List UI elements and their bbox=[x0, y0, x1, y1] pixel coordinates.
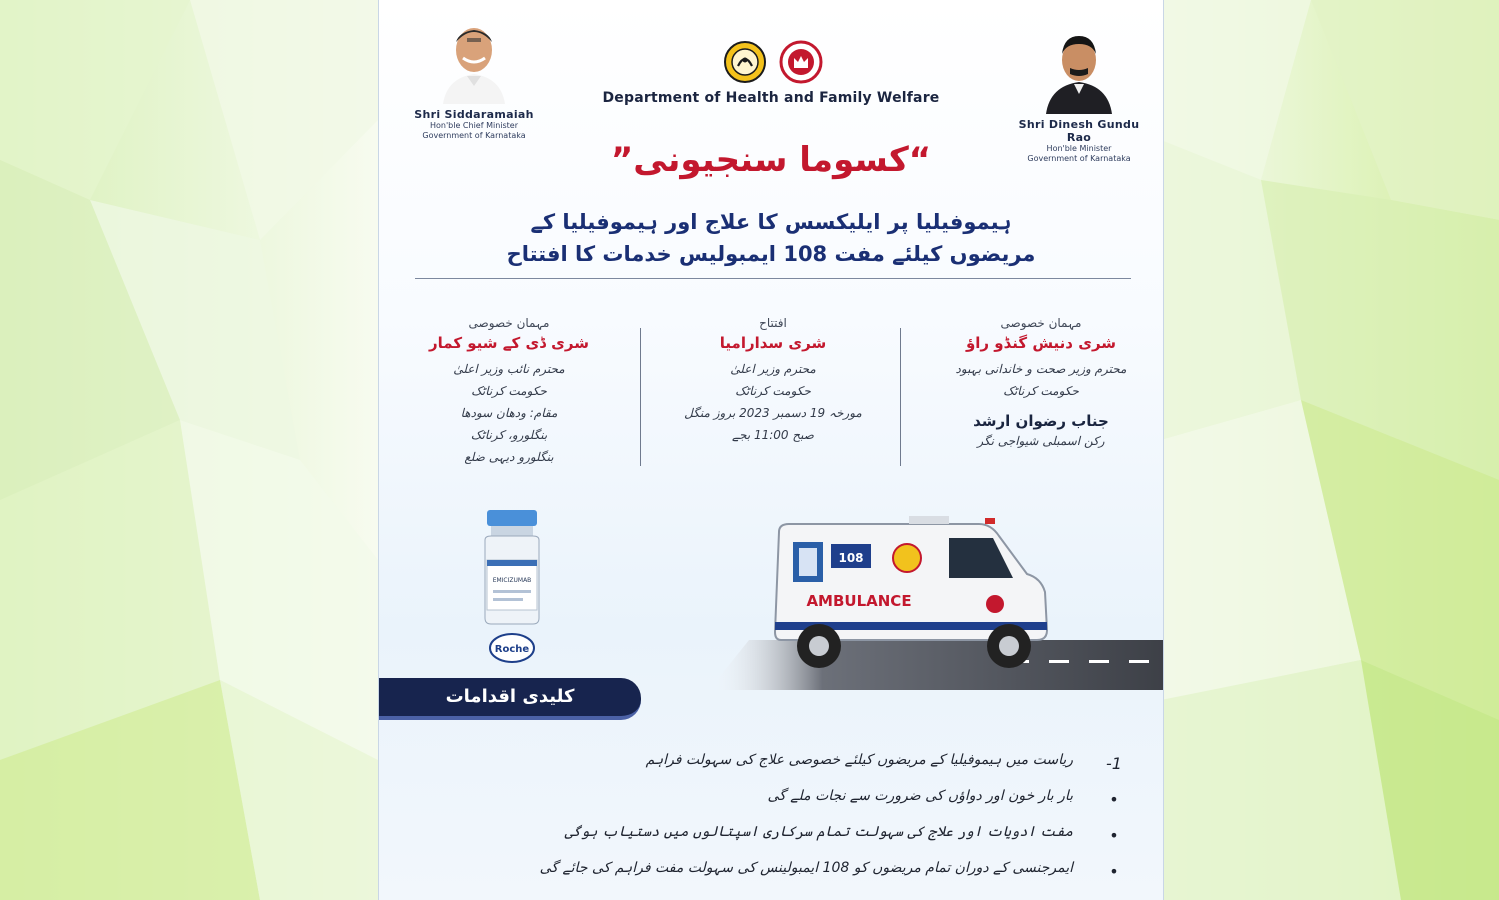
event-date: مورخہ 19 دسمبر 2023 بروز منگل bbox=[684, 406, 862, 420]
event-venue: مقام: ودھان سودھا bbox=[460, 406, 558, 420]
leader-right-title: Hon'ble Minister bbox=[1046, 144, 1112, 153]
inaugurator-name: شری سدارامیا bbox=[719, 334, 827, 352]
background-pattern-left bbox=[0, 0, 378, 900]
list-item bbox=[389, 748, 1129, 784]
key-actions-banner bbox=[379, 678, 641, 720]
leader-right-name: Shri Dinesh Gundu Rao bbox=[1018, 118, 1140, 144]
guest-detail: محترم نائب وزیر اعلیٰ bbox=[453, 362, 565, 376]
ambulance-illustration bbox=[709, 512, 1163, 692]
guest-detail: حکومت کرناٹک bbox=[1003, 384, 1079, 398]
event-time: صبح 11:00 بجے bbox=[732, 428, 814, 442]
department-name: Department of Health and Family Welfare bbox=[602, 90, 940, 106]
inauguration-role: افتتاح bbox=[759, 316, 787, 330]
key-actions-list bbox=[389, 748, 1129, 892]
poster bbox=[378, 0, 1164, 900]
leader-left-name: Shri Siddaramaiah bbox=[414, 108, 534, 121]
guest-detail: بنگلورو دیہی ضلع bbox=[464, 450, 554, 464]
guest-detail: بنگلورو، کرناٹک bbox=[470, 428, 548, 442]
list-marker: • bbox=[1109, 790, 1119, 809]
karnataka-emblem-icon bbox=[723, 40, 767, 84]
list-item-text: بار بار خون اور دواؤں کی ضرورت سے نجات ملے گی bbox=[767, 788, 1073, 804]
health-department-logo-icon bbox=[779, 40, 823, 84]
inauguration-column bbox=[673, 316, 873, 446]
guest-name: شری ڈی کے شیو کمار bbox=[429, 334, 589, 352]
list-item-text: مفت ادویات اور علاج کی سہولت تمام سرکاری اسپتالوں میں دستیاب ہوگی bbox=[564, 824, 1073, 840]
leader-left-govt: Government of Karnataka bbox=[422, 131, 526, 140]
guest-name: شری دنیش گنڈو راؤ bbox=[965, 334, 1117, 352]
guest-role: مہمان خصوصی bbox=[1000, 316, 1082, 330]
roche-logo-text: Roche bbox=[494, 644, 530, 655]
column-divider bbox=[640, 328, 641, 466]
scheme-title: “کسوما سنجیونی” bbox=[610, 140, 932, 180]
ambulance-emblem-icon bbox=[893, 544, 921, 572]
ambulance-logo-icon bbox=[986, 595, 1004, 613]
logo-group bbox=[723, 40, 823, 86]
leader-right-govt: Government of Karnataka bbox=[1027, 154, 1131, 163]
ambulance-number: 108 bbox=[838, 551, 864, 565]
list-item bbox=[389, 784, 1129, 820]
guest-name-secondary: جناب رضوان ارشد bbox=[973, 412, 1109, 430]
column-divider bbox=[900, 328, 901, 466]
subtitle-line-2: مریضوں کیلئے مفت 108 ایمبولیس خدمات کا افتتاح bbox=[506, 242, 1036, 266]
inaugurator-detail: محترم وزیر اعلیٰ bbox=[730, 362, 816, 376]
event-subtitle bbox=[409, 206, 1133, 270]
guest-detail: حکومت کرناٹک bbox=[471, 384, 547, 398]
list-marker: • bbox=[1109, 826, 1119, 845]
leader-left bbox=[399, 20, 549, 141]
list-marker: 1- bbox=[1106, 754, 1122, 773]
inaugurator-detail: حکومت کرناٹک bbox=[735, 384, 811, 398]
key-actions-title: کلیدی اقدامات bbox=[445, 686, 575, 707]
subtitle-line-1: ہیموفیلیا پر ایلیکسس کا علاج اور ہیموفیلیا کے bbox=[530, 210, 1012, 234]
guest-role: مہمان خصوصی bbox=[468, 316, 550, 330]
leader-left-title: Hon'ble Chief Minister bbox=[429, 121, 519, 130]
leader-right bbox=[1009, 30, 1149, 164]
list-item bbox=[389, 856, 1129, 892]
guest-detail: رکن اسمبلی شیواجی نگر bbox=[977, 434, 1105, 448]
portrait-right bbox=[1042, 30, 1116, 114]
ambulance-text: AMBULANCE bbox=[806, 592, 912, 610]
list-item bbox=[389, 820, 1129, 856]
portrait-left bbox=[437, 20, 511, 104]
vial-label: EMICIZUMAB bbox=[492, 577, 532, 584]
background-pattern-right bbox=[1161, 0, 1499, 900]
divider-line bbox=[415, 278, 1131, 279]
guest-column-right bbox=[941, 316, 1141, 452]
list-item-text: ریاست میں ہیموفیلیا کے مریضوں کیلئے خصوصی علاج کی سہولت فراہم bbox=[645, 752, 1073, 768]
guest-detail: محترم وزیر صحت و خاندانی بہبود bbox=[955, 362, 1127, 376]
list-item-text: ایمرجنسی کے دوران تمام مریضوں کو 108 ایمبولینس کی سہولت مفت فراہم کی جائے گی bbox=[539, 860, 1073, 876]
road bbox=[709, 640, 1163, 690]
guest-column-left bbox=[409, 316, 609, 468]
list-marker: • bbox=[1109, 862, 1119, 881]
medicine-vial bbox=[479, 510, 545, 670]
